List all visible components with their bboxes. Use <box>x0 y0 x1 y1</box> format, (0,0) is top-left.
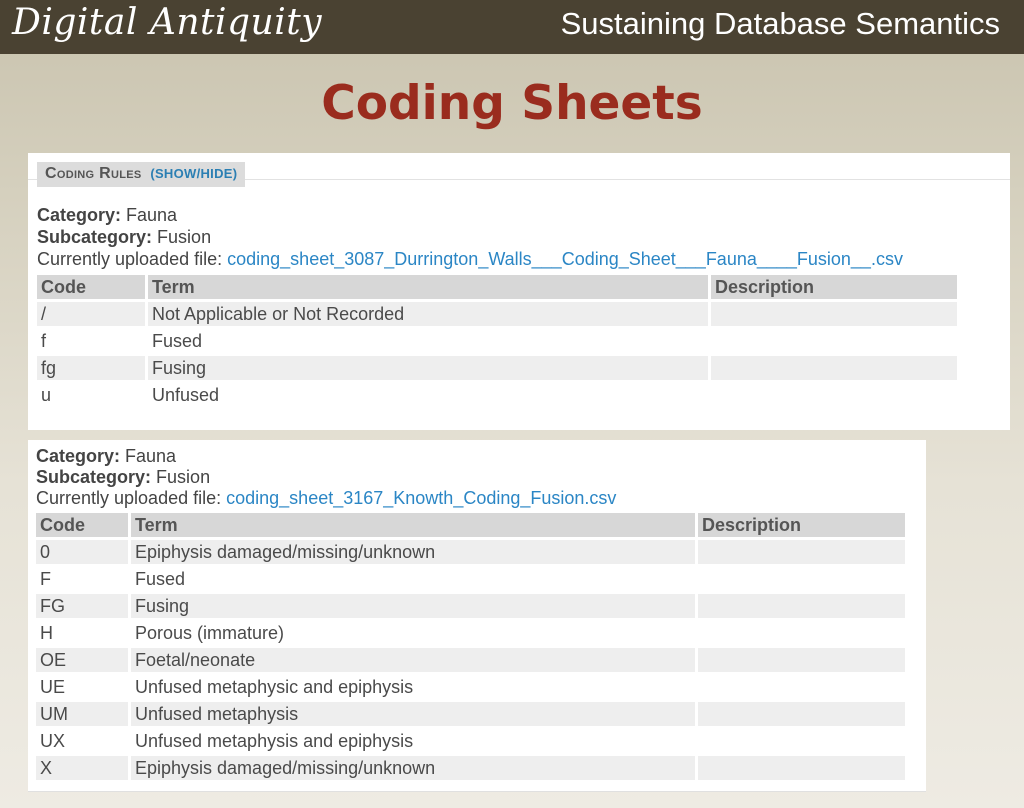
table-row <box>36 567 905 591</box>
column-header-description: Description <box>698 513 905 537</box>
table-row <box>36 729 905 753</box>
uploaded-file-link[interactable]: coding_sheet_3167_Knowth_Coding_Fusion.csv <box>226 488 617 508</box>
table-row <box>36 702 905 726</box>
codes-table <box>34 272 960 410</box>
description-cell <box>711 383 957 407</box>
description-cell <box>698 648 905 672</box>
coding-sheet-panel-durrington <box>28 153 1010 430</box>
table-header-row <box>37 275 957 299</box>
term-cell: Fusing <box>148 356 708 380</box>
column-header-code: Code <box>36 513 128 537</box>
slide-topic: Sustaining Database Semantics <box>560 6 1000 41</box>
code-cell: UX <box>40 730 66 751</box>
show-hide-toggle[interactable]: (SHOW/HIDE) <box>150 166 238 181</box>
table-row <box>37 329 957 353</box>
brand-logo: Digital Antiquity <box>12 2 323 43</box>
uploaded-file-link[interactable]: coding_sheet_3087_Durrington_Walls___Coding_Sheet___Fauna____Fusion__.csv <box>227 249 903 269</box>
code-cell: FG <box>36 594 128 618</box>
description-cell <box>698 675 905 699</box>
coding-rules-header <box>37 162 245 187</box>
table-row <box>36 540 905 564</box>
description-cell <box>698 540 905 564</box>
category-line <box>36 446 176 467</box>
subcategory-value: Fusion <box>157 227 212 247</box>
code-cell: X <box>36 756 128 780</box>
description-cell <box>698 621 905 645</box>
category-label: Category: <box>37 205 122 225</box>
table-row <box>36 675 905 699</box>
codes-table <box>33 510 908 783</box>
description-cell <box>698 567 905 591</box>
description-cell <box>698 594 905 618</box>
category-label: Category: <box>36 446 121 466</box>
code-cell: u <box>41 384 52 405</box>
uploaded-file-label: Currently uploaded file: <box>37 249 223 269</box>
code-cell: OE <box>36 648 128 672</box>
table-row <box>36 594 905 618</box>
table-row <box>36 621 905 645</box>
subcategory-label: Subcategory: <box>36 467 152 487</box>
code-cell: 0 <box>36 540 128 564</box>
subcategory-line <box>37 227 211 248</box>
table-header-row <box>36 513 905 537</box>
uploaded-file-line <box>37 249 903 270</box>
description-cell <box>698 702 905 726</box>
description-cell <box>698 756 905 780</box>
term-cell: Porous (immature) <box>135 622 285 643</box>
column-header-term: Term <box>148 275 708 299</box>
page-title: Coding Sheets <box>321 76 703 131</box>
term-cell: Unfused <box>152 384 220 405</box>
subcategory-line <box>36 467 210 488</box>
table-row <box>36 756 905 780</box>
column-header-code: Code <box>37 275 145 299</box>
table-row <box>37 356 957 380</box>
code-cell: f <box>41 330 47 351</box>
description-cell <box>711 356 957 380</box>
table-row <box>37 302 957 326</box>
category-line <box>37 205 177 226</box>
table-row <box>37 383 957 407</box>
term-cell: Not Applicable or Not Recorded <box>148 302 708 326</box>
term-cell: Fusing <box>131 594 695 618</box>
term-cell: Unfused metaphysis <box>131 702 695 726</box>
header-bar <box>0 0 1024 54</box>
category-value: Fauna <box>126 205 178 225</box>
description-cell <box>711 302 957 326</box>
subcategory-label: Subcategory: <box>37 227 153 247</box>
term-cell: Unfused metaphysic and epiphysis <box>135 676 414 697</box>
uploaded-file-line <box>36 488 616 509</box>
table-row <box>36 648 905 672</box>
code-cell: UE <box>40 676 66 697</box>
subcategory-value: Fusion <box>156 467 211 487</box>
description-cell <box>698 729 905 753</box>
term-cell: Foetal/neonate <box>131 648 695 672</box>
uploaded-file-label: Currently uploaded file: <box>36 488 222 508</box>
column-header-description: Description <box>711 275 957 299</box>
column-header-term: Term <box>131 513 695 537</box>
code-cell: fg <box>37 356 145 380</box>
code-cell: F <box>40 568 51 589</box>
description-cell <box>711 329 957 353</box>
term-cell: Unfused metaphysis and epiphysis <box>135 730 414 751</box>
term-cell: Fused <box>135 568 186 589</box>
category-value: Fauna <box>125 446 177 466</box>
coding-rules-label: Coding Rules <box>45 165 142 182</box>
term-cell: Epiphysis damaged/missing/unknown <box>131 540 695 564</box>
term-cell: Epiphysis damaged/missing/unknown <box>131 756 695 780</box>
divider <box>28 791 926 792</box>
coding-sheet-panel-knowth <box>28 440 926 792</box>
code-cell: H <box>40 622 53 643</box>
term-cell: Fused <box>152 330 203 351</box>
code-cell: UM <box>36 702 128 726</box>
code-cell: / <box>37 302 145 326</box>
